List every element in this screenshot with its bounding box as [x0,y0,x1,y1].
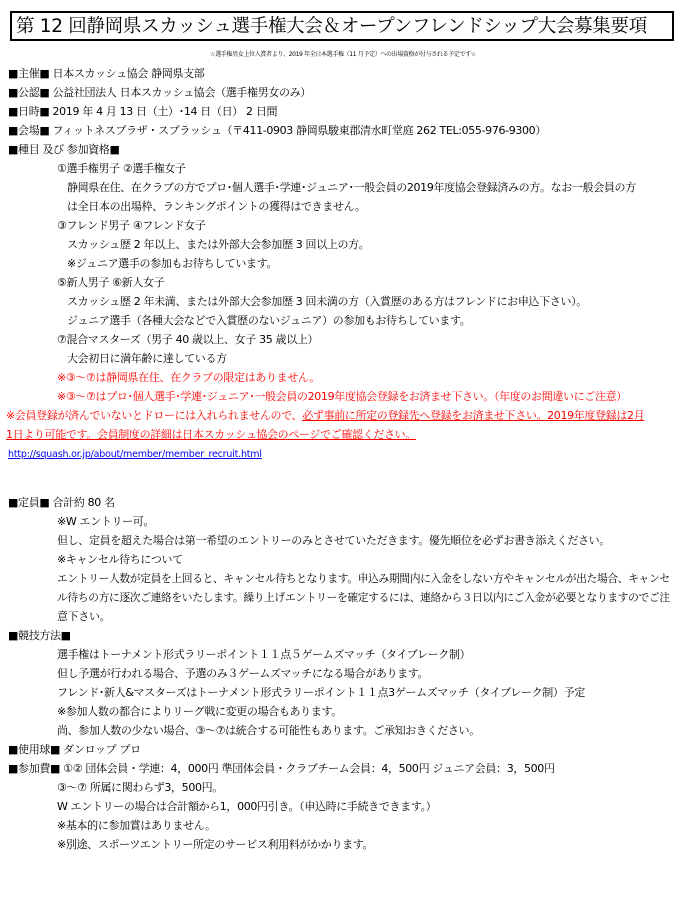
ball-line: ■使用球■ ダンロップ プロ [8,743,141,756]
event-friend-title: ③フレンド男子 ④フレンド女子 [57,219,206,232]
event-newcomer-desc-2: ジュニア選手（各種大会などで入賞歴のないジュニア）の参加もお待ちしています。 [67,314,471,327]
capacity-line-6: 意下さい。 [57,610,111,623]
membership-link[interactable]: http://squash.or.jp/about/member/member_recruit.html [8,449,262,460]
format-line-2: 但し予選が行われる場合、予選のみ３ゲームズマッチになる場合があります。 [57,667,429,680]
subtitle: ☆選手権男女上位入賞者より、2019 年全日本選手権（11 月予定）への出場資格が付与される予定です☆ [210,51,476,58]
fee-line-1: ■参加費■ ①② 団体会員・学連：4，000円 準団体会員・クラブチーム会員：4，500円 ジュニア会員：3，500円 [8,762,555,775]
warning-text-plain: ※会員登録が済んでいないとドローには入れられませんので、 [6,409,303,422]
fee-line-5: ※別途、スポーツエントリー所定のサービス利用料がかかります。 [57,838,374,851]
capacity-heading: ■定員■ 合計約 80 名 [8,496,115,509]
format-line-4: ※参加人数の都合によりリーグ戦に変更の場合もあります。 [57,705,342,718]
capacity-line-4: エントリー人数が定員を上回ると、キャンセル待ちとなります。申込み期間内に入金をしない方やキャンセルが出た場合、キャンセ [57,572,670,585]
date-line: ■日時■ 2019 年 4 月 13 日（土）･14 日（日） 2 日間 [8,105,278,118]
capacity-line-1: ※W エントリー可。 [57,515,155,528]
page-title: 第 12 回静岡県スカッシュ選手権大会＆オープンフレンドシップ大会募集要項 [10,11,674,41]
event-masters-title: ⑦混合マスターズ（男子 40 歳以上、女子 35 歳以上） [57,333,319,346]
fee-line-3: W エントリーの場合は合計額から1，000円引き。（申込時に手続きできます。） [57,800,437,813]
event-friend-desc-1: スカッシュ歴 2 年以上、または外部大会参加歴 3 回以上の方。 [67,238,370,251]
format-line-1: 選手権はトーナメント形式ラリーポイント１１点５ゲームズマッチ（タイブレーク制） [57,648,471,661]
registration-warning-2: 1日より可能です。会員制度の詳細は日本スカッシュ協会のページでご確認ください。 [6,428,416,441]
capacity-line-2: 但し、定員を超えた場合は第一希望のエントリーのみとさせていただきます。優先順位を必ずお書き添えください。 [57,534,610,547]
capacity-line-3: ※キャンセル待ちについて [57,553,183,566]
event-friend-desc-2: ※ジュニア選手の参加もお待ちしています。 [67,257,278,270]
fee-line-2: ③～⑦ 所属に関わらず3，500円。 [57,781,223,794]
event-masters-desc: 大会初日に満年齢に達している方 [67,352,227,365]
warning-text-underlined: 必ず事前に所定の登録先へ登録をお済ませ下さい。2019年度登録は2月 [302,409,645,422]
capacity-line-5: ル待ちの方に逐次ご連絡をいたします。繰り上げエントリーを確定するには、連絡から３日以内にご入金が必要となりますのでご注 [57,591,670,604]
event-newcomer-desc-1: スカッシュ歴 2 年未満、または外部大会参加歴 3 回未満の方（入賞歴のある方はフレンドにお申込下さい）。 [67,295,587,308]
events-heading: ■種目 及び 参加資格■ [8,143,120,156]
registration-warning-1 [6,409,644,423]
organizer-line: ■主催■ 日本スカッシュ協会 静岡県支部 [8,67,205,80]
format-line-3: フレンド･新人&マスターズはトーナメント形式ラリーポイント１１点3ゲームズマッチ（タイブレーク制）予定 [57,686,585,699]
venue-line: ■会場■ フィットネスプラザ・スプラッシュ（〒411-0903 静岡県駿東郡清水町堂庭 262 TEL:055-976-9300） [8,124,546,137]
sanction-line: ■公認■ 公益社団法人 日本スカッシュ協会（選手権男女のみ） [8,86,311,99]
event-newcomer-title: ⑤新人男子 ⑥新人女子 [57,276,165,289]
note-registration: ※③～⑦はプロ･個人選手･学連･ジュニア･一般会員の2019年度協会登録をお済ませ下さい。（年度のお間違いにご注意） [57,390,627,403]
event-championship-desc-1: 静岡県在住、在クラブの方でプロ･個人選手･学連･ジュニア･一般会員の2019年度協会登録済みの方。なお一般会員の方 [67,181,636,194]
format-line-5: 尚、参加人数の少ない場合、③～⑦は統合する可能性もあります。ご承知おきください。 [57,724,480,737]
event-championship-title: ①選手権男子 ②選手権女子 [57,162,186,175]
fee-line-4: ※基本的に参加賞はありません。 [57,819,216,832]
event-championship-desc-2: は全日本の出場枠、ランキングポイントの獲得はできません。 [67,200,366,213]
format-heading: ■競技方法■ [8,629,71,642]
note-region: ※③～⑦は静岡県在住、在クラブの限定はありません。 [57,371,320,384]
